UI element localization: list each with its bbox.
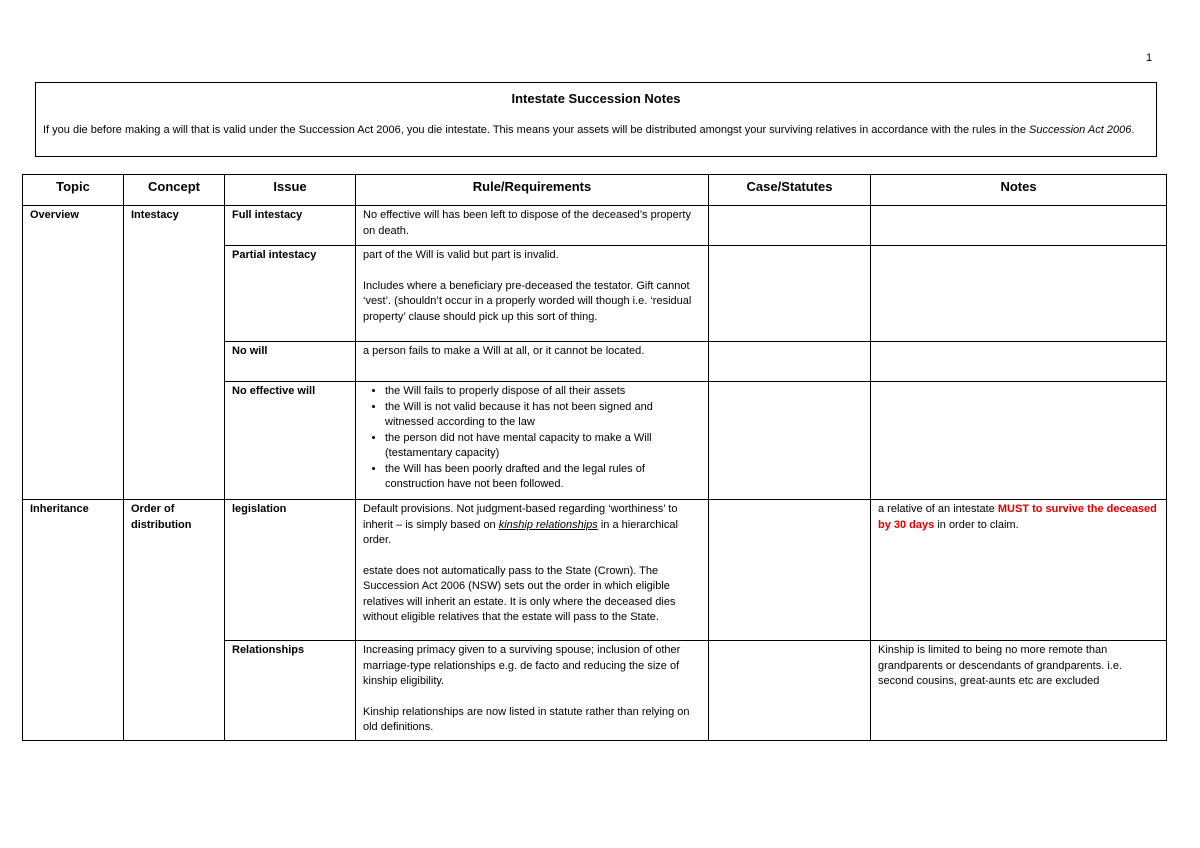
page-number: 1 <box>1146 52 1153 64</box>
issue-cell: Relationships <box>225 641 356 741</box>
notes-cell <box>871 382 1167 500</box>
rule-text: a person fails to make a Will at all, or it cannot be located. <box>363 345 645 357</box>
notes-text-before: a relative of an intestate <box>878 503 998 515</box>
header-rule-requirements: Rule/Requirements <box>356 175 709 206</box>
rule-text: estate does not automatically pass to the State (Crown). The Succession Act 2006 (NSW) sets out the order in which eligible relatives will inherit an estate. It is only where the deceased dies without eligible relatives that the estate will pass to the State. <box>363 564 676 623</box>
case-cell <box>709 342 871 382</box>
case-cell <box>709 500 871 641</box>
notes-cell <box>871 342 1167 382</box>
issue-cell: No will <box>225 342 356 382</box>
document-title: Intestate Succession Notes <box>511 91 681 106</box>
header-case-statutes: Case/Statutes <box>709 175 871 206</box>
rule-text: Kinship relationships are now listed in statute rather than relying on old definitions. <box>363 705 690 733</box>
table-row <box>23 500 1167 641</box>
case-cell <box>709 246 871 342</box>
case-cell <box>709 641 871 741</box>
rule-text: No effective will has been left to dispose of the deceased’s property on death. <box>363 209 691 237</box>
rule-cell <box>356 246 709 342</box>
notes-cell <box>871 500 1167 641</box>
notes-cell <box>871 246 1167 342</box>
concept-cell: Intestacy <box>124 206 225 500</box>
issue-cell: Full intestacy <box>225 206 356 246</box>
intro-paragraph <box>43 122 1149 138</box>
rule-text: Increasing primacy given to a surviving spouse; inclusion of other marriage-type relationships e.g. de facto and reducing the size of kinship eligibility. <box>363 644 681 687</box>
notes-text-after: in order to claim. <box>934 518 1019 531</box>
rule-cell <box>356 342 709 382</box>
rule-cell <box>356 206 709 246</box>
bullet-list <box>363 384 701 493</box>
bullet-item: • the person did not have mental capacity to make a Will (testamentary capacity) <box>385 431 701 462</box>
header-issue: Issue <box>225 175 356 206</box>
table-header-row <box>23 175 1167 206</box>
table-row <box>23 206 1167 246</box>
notes-table <box>22 174 1167 741</box>
notes-cell: Kinship is limited to being no more remote than grandparents or descendants of grandparents. i.e. second cousins, great-aunts etc are excluded <box>871 641 1167 741</box>
notes-red-emphasis: MUST to survive the deceased by 30 days <box>878 503 1157 531</box>
topic-cell: Overview <box>23 206 124 500</box>
intro-text-before: If you die before making a will that is valid under the Succession Act 2006, you die intestate. This means your assets will be distributed amongst your surviving relatives in accordance with the rules in the <box>43 124 1030 136</box>
issue-cell: Partial intestacy <box>225 246 356 342</box>
kinship-emphasis: kinship relationships <box>498 518 598 531</box>
header-concept: Concept <box>124 175 225 206</box>
rule-text-before: Default provisions. Not judgment-based regarding ‘worthiness’ to inherit – is simply based on <box>363 503 678 531</box>
rule-text-after: in a hierarchical order. <box>363 518 678 546</box>
intro-box <box>35 82 1157 157</box>
bullet-item: • the Will is not valid because it has not been signed and witnessed according to the law <box>385 400 701 431</box>
notes-cell <box>871 206 1167 246</box>
issue-cell: legislation <box>225 500 356 641</box>
concept-cell: Order of distribution <box>124 500 225 741</box>
bullet-item: • the Will has been poorly drafted and the legal rules of construction have not been followed. <box>385 462 701 493</box>
rule-text: part of the Will is valid but part is invalid. <box>363 249 559 261</box>
issue-cell: No effective will <box>225 382 356 500</box>
case-cell <box>709 206 871 246</box>
header-notes: Notes <box>871 175 1167 206</box>
intro-text-italic: Succession Act 2006 <box>1029 124 1132 136</box>
rule-cell <box>356 641 709 741</box>
topic-cell: Inheritance <box>23 500 124 741</box>
rule-text: Includes where a beneficiary pre-deceased the testator. Gift cannot ‘vest’. (shouldn’t occur in a properly worded will though i.e. ‘residual property’ clause should pick up this sort of thing. <box>363 279 692 323</box>
intro-text-after: . <box>1131 124 1135 136</box>
rule-text <box>363 502 701 549</box>
rule-cell <box>356 382 709 500</box>
case-cell <box>709 382 871 500</box>
bullet-item: • the Will fails to properly dispose of all their assets <box>385 384 701 400</box>
rule-cell <box>356 500 709 641</box>
header-topic: Topic <box>23 175 124 206</box>
